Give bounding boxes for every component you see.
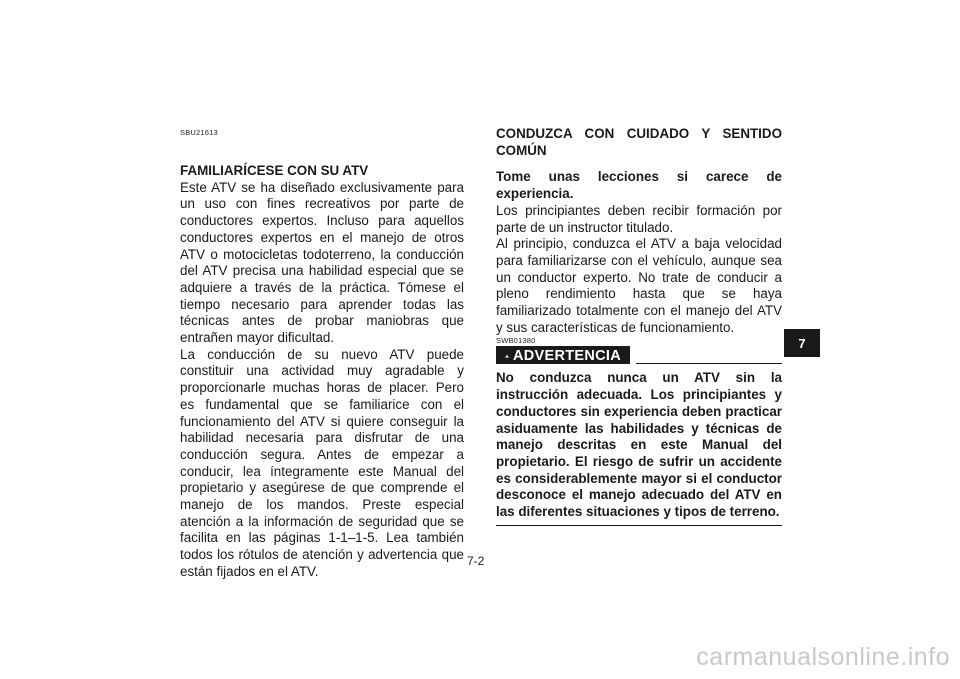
right-column: [496, 126, 782, 526]
warning-label: ADVERTENCIA: [512, 347, 621, 364]
warning-text: No conduzca nunca un ATV sin la instrucción adecuada. Los principiantes y conductores sin experiencia deben practicar asiduamente las habilidades y técnicas de manejo descritas en este Manual del propietario. El riesgo de sufrir un accidente es considerablemente mayor si el conductor desconoce el manejo adecuado del ATV en las diferentes situaciones y tipos de terreno.: [496, 370, 782, 520]
section-heading: FAMILIARÍCESE CON SU ATV: [180, 163, 369, 178]
warning-label-box: [496, 346, 630, 364]
page-number: 7-2: [467, 554, 485, 568]
watermark: carmanualsonline.info: [696, 643, 950, 671]
body-paragraph: Este ATV se ha diseñado exclusivamente para un uso con fines recreativos por parte de conductores expertos. Incluso para aquellos conductores expertos en el manejo de otros ATV o motocicletas todoterreno, la conducción del ATV precisa una habilidad especial que se adquiere a través de la práctica. Tómese el tiempo necesario para aprender todas las técnicas antes de probar maniobras que entrañen mayor dificultad.: [180, 179, 464, 346]
warning-header: [496, 346, 782, 364]
warning-triangle-icon: [505, 349, 509, 363]
section-heading: CONDUZCA CON CUIDADO Y SENTIDO COMÚN: [496, 126, 782, 158]
body-paragraph: Al principio, conduzca el ATV a baja velocidad para familiarizarse con el vehículo, aunque sea un conductor experto. No trate de conducir a pleno rendimiento hasta que se haya familiarizado totalmente con el manejo del ATV y sus características de funcionamiento.: [496, 236, 782, 335]
left-column: [180, 128, 464, 581]
warning-end-rule: [496, 525, 782, 526]
section-code: SBU21613: [180, 128, 218, 137]
chapter-tab: 7: [784, 329, 820, 357]
warning-code: SWB01380: [496, 336, 536, 346]
warning-rule: [636, 363, 782, 364]
body-paragraph: La conducción de su nuevo ATV puede constituir una actividad muy agradable y proporcionarle muchas horas de placer. Pero es fundamental que se familiarice con el funcionamiento del ATV si quiere conseguir la habilidad necesaria para disfrutar de una conducción segura. Antes de empezar a conducir, lea íntegramente este Manual del propietario y asegúrese de que comprende el manejo de los mandos. Preste especial atención a la información de seguridad que se facilita en las páginas 1-1–1-5. Lea también todos los rótulos de atención y advertencia que están fijados en el ATV.: [180, 346, 464, 579]
subheading: Tome unas lecciones si carece de experiencia.: [496, 169, 782, 202]
body-paragraph: Los principiantes deben recibir formación por parte de un instructor titulado.: [496, 202, 782, 235]
